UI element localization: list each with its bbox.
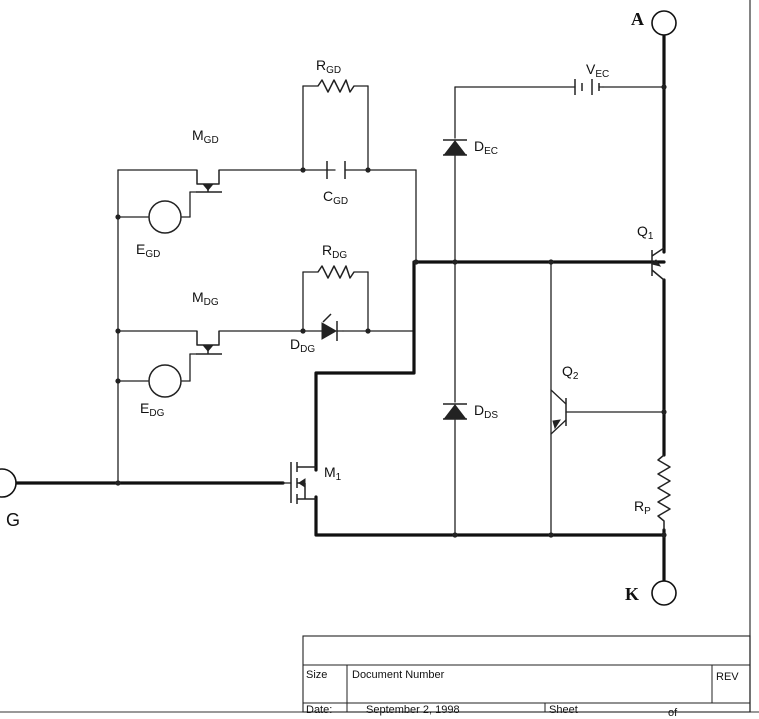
voltage-source-e-gd — [149, 201, 181, 233]
mosfet-m-dg — [190, 331, 222, 354]
title-block-date-value: September 2, 1998 — [366, 704, 460, 716]
label-terminal-g: G — [6, 510, 21, 530]
resistor-r-p — [658, 455, 670, 530]
transistor-q1 — [652, 248, 664, 280]
voltage-source-e-dg — [149, 365, 181, 397]
label-r-p: $R_P$ — [634, 498, 651, 517]
resistor-r-dg — [318, 266, 354, 278]
label-terminal-k: K — [625, 584, 640, 604]
battery-v-ec — [575, 79, 603, 95]
label-e-dg: $E_{DG}$ — [140, 400, 165, 419]
label-m-dg: $M_{DG}$ — [192, 289, 219, 308]
label-r-dg: $R_{DG}$ — [322, 242, 348, 261]
title-block-of-label: of — [668, 707, 678, 719]
gate-network-wires — [118, 86, 416, 483]
power-paths — [14, 36, 664, 580]
resistor-r-gd — [318, 80, 354, 92]
label-m-gd: $M_{GD}$ — [192, 127, 219, 146]
capacitor-c-gd — [327, 161, 345, 179]
title-block — [303, 636, 750, 719]
label-q-1: $Q_1$ — [637, 223, 654, 242]
diode-d-ec — [443, 140, 467, 155]
label-terminal-a: A — [631, 9, 644, 29]
mosfet-m-gd — [190, 170, 222, 192]
label-m-1: $M_1$ — [324, 464, 342, 483]
diode-d-dg — [303, 314, 343, 341]
mosfet-m1 — [283, 462, 316, 504]
terminal-gate — [0, 469, 16, 497]
junction-dots — [115, 84, 666, 537]
label-v-ec: $V_{EC}$ — [586, 61, 610, 80]
label-r-gd: $R_{GD}$ — [316, 57, 342, 76]
label-d-ec: $D_{EC}$ — [474, 138, 499, 157]
terminal-cathode — [652, 581, 676, 605]
label-c-gd: $C_{GD}$ — [323, 188, 349, 207]
title-block-date-label: Date: — [306, 704, 333, 716]
title-block-size-label: Size — [306, 669, 328, 681]
title-block-rev-label: REV — [716, 671, 739, 683]
diode-d-ds — [443, 404, 467, 419]
label-d-ds: $D_{DS}$ — [474, 402, 499, 421]
label-d-dg: $D_{DG}$ — [290, 336, 316, 355]
label-q-2: $Q_2$ — [562, 363, 579, 382]
terminal-anode — [652, 11, 676, 35]
title-block-doc-number-label: Document Number — [352, 669, 445, 681]
title-block-sheet-label: Sheet — [549, 704, 578, 716]
label-e-gd: $E_{GD}$ — [136, 241, 161, 260]
